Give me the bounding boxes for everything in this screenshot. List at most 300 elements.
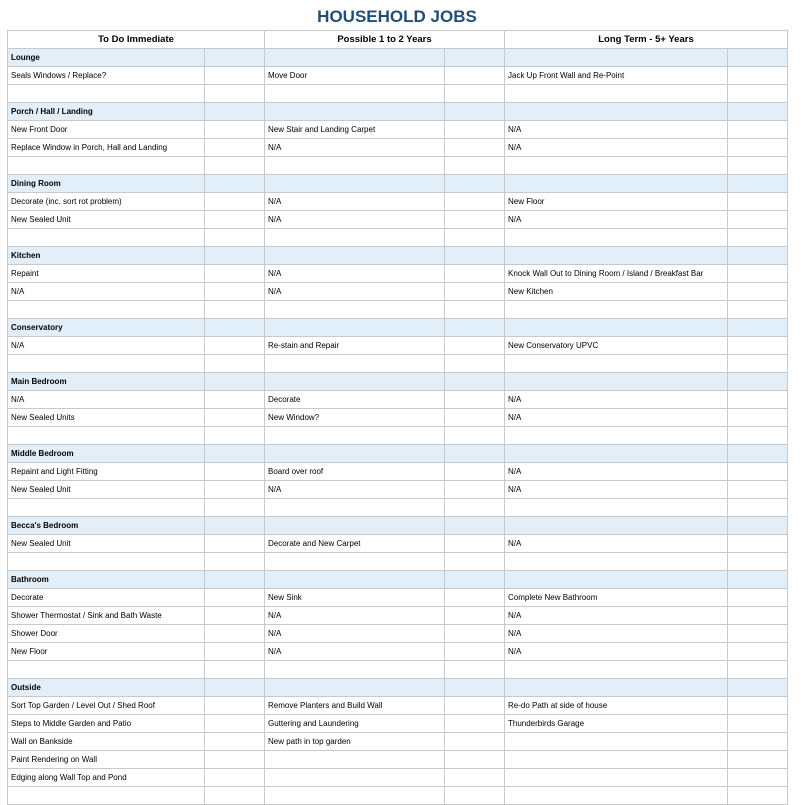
- cell[interactable]: [205, 175, 265, 193]
- cell[interactable]: [728, 661, 788, 679]
- cell[interactable]: [445, 499, 505, 517]
- cell-long-term[interactable]: New Conservatory UPVC: [505, 337, 728, 355]
- cell-long-term[interactable]: [505, 733, 728, 751]
- section-row: [8, 679, 788, 697]
- cell[interactable]: [728, 625, 788, 643]
- table-row: [8, 769, 788, 787]
- cell[interactable]: [505, 787, 728, 805]
- cell[interactable]: [505, 355, 728, 373]
- cell[interactable]: [728, 427, 788, 445]
- cell-1-to-2-years[interactable]: N/A: [265, 481, 445, 499]
- blank-row: [8, 553, 788, 571]
- cell[interactable]: [505, 553, 728, 571]
- cell-todo-immediate[interactable]: New Sealed Unit: [8, 211, 205, 229]
- cell[interactable]: [505, 373, 728, 391]
- cell[interactable]: [505, 427, 728, 445]
- blank-row: [8, 157, 788, 175]
- cell[interactable]: [445, 463, 505, 481]
- cell[interactable]: [445, 589, 505, 607]
- cell[interactable]: [445, 139, 505, 157]
- cell[interactable]: [8, 427, 205, 445]
- cell-todo-immediate[interactable]: Decorate (inc. sort rot problem): [8, 193, 205, 211]
- cell[interactable]: [205, 283, 265, 301]
- section-row: [8, 175, 788, 193]
- cell[interactable]: [8, 355, 205, 373]
- cell[interactable]: [728, 229, 788, 247]
- cell[interactable]: [205, 85, 265, 103]
- cell-long-term[interactable]: Jack Up Front Wall and Re-Point: [505, 67, 728, 85]
- cell[interactable]: [205, 733, 265, 751]
- cell[interactable]: [265, 571, 445, 589]
- cell-todo-immediate[interactable]: Repaint: [8, 265, 205, 283]
- cell[interactable]: [445, 283, 505, 301]
- cell[interactable]: [445, 715, 505, 733]
- cell[interactable]: [265, 517, 445, 535]
- cell[interactable]: [728, 553, 788, 571]
- cell[interactable]: [445, 517, 505, 535]
- cell[interactable]: [445, 391, 505, 409]
- cell-long-term[interactable]: Thunderbirds Garage: [505, 715, 728, 733]
- table-row: [8, 265, 788, 283]
- table-row: [8, 193, 788, 211]
- cell[interactable]: [445, 67, 505, 85]
- cell[interactable]: [265, 175, 445, 193]
- cell[interactable]: [445, 211, 505, 229]
- cell[interactable]: [445, 319, 505, 337]
- cell[interactable]: [205, 463, 265, 481]
- cell[interactable]: [505, 85, 728, 103]
- cell[interactable]: [445, 373, 505, 391]
- cell[interactable]: [728, 589, 788, 607]
- cell[interactable]: [205, 103, 265, 121]
- cell-long-term[interactable]: N/A: [505, 643, 728, 661]
- cell-long-term[interactable]: N/A: [505, 463, 728, 481]
- section-row: [8, 445, 788, 463]
- cell[interactable]: [205, 589, 265, 607]
- cell[interactable]: [445, 679, 505, 697]
- cell[interactable]: [265, 787, 445, 805]
- cell-long-term[interactable]: N/A: [505, 535, 728, 553]
- blank-row: [8, 229, 788, 247]
- cell[interactable]: [445, 571, 505, 589]
- header-row: [8, 31, 788, 49]
- cell[interactable]: [728, 211, 788, 229]
- cell[interactable]: [205, 247, 265, 265]
- blank-row: [8, 787, 788, 805]
- cell[interactable]: [205, 427, 265, 445]
- cell[interactable]: [728, 733, 788, 751]
- cell[interactable]: [445, 337, 505, 355]
- cell[interactable]: [265, 499, 445, 517]
- cell[interactable]: [728, 643, 788, 661]
- cell[interactable]: [445, 355, 505, 373]
- cell[interactable]: [205, 391, 265, 409]
- cell-todo-immediate[interactable]: New Floor: [8, 643, 205, 661]
- cell-long-term[interactable]: [505, 769, 728, 787]
- cell[interactable]: [728, 463, 788, 481]
- cell[interactable]: [265, 427, 445, 445]
- cell-long-term[interactable]: New Floor: [505, 193, 728, 211]
- cell[interactable]: [505, 175, 728, 193]
- section-label[interactable]: Kitchen: [8, 247, 205, 265]
- cell[interactable]: [728, 319, 788, 337]
- cell[interactable]: [445, 409, 505, 427]
- header-todo-immediate: To Do Immediate: [8, 31, 265, 49]
- cell[interactable]: [205, 553, 265, 571]
- header-long-term: Long Term - 5+ Years: [505, 31, 788, 49]
- section-row: [8, 517, 788, 535]
- section-label[interactable]: Outside: [8, 679, 205, 697]
- cell[interactable]: [728, 571, 788, 589]
- cell-todo-immediate[interactable]: Edging along Wall Top and Pond: [8, 769, 205, 787]
- cell[interactable]: [445, 193, 505, 211]
- cell[interactable]: [265, 373, 445, 391]
- page-title: HOUSEHOLD JOBS: [317, 7, 477, 26]
- cell[interactable]: [728, 121, 788, 139]
- cell-1-to-2-years[interactable]: N/A: [265, 139, 445, 157]
- table-row: [8, 391, 788, 409]
- cell-todo-immediate[interactable]: Steps to Middle Garden and Patio: [8, 715, 205, 733]
- cell[interactable]: [265, 85, 445, 103]
- cell[interactable]: [265, 319, 445, 337]
- cell[interactable]: [205, 679, 265, 697]
- cell-1-to-2-years[interactable]: Remove Planters and Build Wall: [265, 697, 445, 715]
- cell-1-to-2-years[interactable]: N/A: [265, 643, 445, 661]
- blank-row: [8, 661, 788, 679]
- cell[interactable]: [445, 553, 505, 571]
- cell[interactable]: [505, 571, 728, 589]
- cell[interactable]: [205, 409, 265, 427]
- cell[interactable]: [505, 157, 728, 175]
- cell-1-to-2-years[interactable]: New Stair and Landing Carpet: [265, 121, 445, 139]
- cell[interactable]: [445, 157, 505, 175]
- cell-long-term[interactable]: New Kitchen: [505, 283, 728, 301]
- cell[interactable]: [728, 445, 788, 463]
- cell[interactable]: [728, 715, 788, 733]
- cell[interactable]: [728, 67, 788, 85]
- section-label[interactable]: Lounge: [8, 49, 205, 67]
- cell[interactable]: [265, 229, 445, 247]
- cell-todo-immediate[interactable]: New Sealed Unit: [8, 481, 205, 499]
- cell[interactable]: [728, 679, 788, 697]
- table-row: [8, 337, 788, 355]
- cell[interactable]: [205, 769, 265, 787]
- cell[interactable]: [728, 337, 788, 355]
- cell[interactable]: [728, 247, 788, 265]
- cell-todo-immediate[interactable]: Decorate: [8, 589, 205, 607]
- cell-1-to-2-years[interactable]: New Sink: [265, 589, 445, 607]
- cell[interactable]: [445, 229, 505, 247]
- cell-1-to-2-years[interactable]: Guttering and Laundering: [265, 715, 445, 733]
- cell-todo-immediate[interactable]: Seals Windows / Replace?: [8, 67, 205, 85]
- cell-long-term[interactable]: [505, 751, 728, 769]
- section-label[interactable]: Middle Bedroom: [8, 445, 205, 463]
- cell[interactable]: [265, 553, 445, 571]
- cell[interactable]: [728, 769, 788, 787]
- cell[interactable]: [445, 607, 505, 625]
- cell[interactable]: [505, 679, 728, 697]
- cell[interactable]: [205, 373, 265, 391]
- cell[interactable]: [728, 301, 788, 319]
- cell[interactable]: [205, 535, 265, 553]
- cell[interactable]: [505, 247, 728, 265]
- cell[interactable]: [205, 121, 265, 139]
- cell[interactable]: [8, 301, 205, 319]
- table-row: [8, 589, 788, 607]
- section-label[interactable]: Dining Room: [8, 175, 205, 193]
- cell[interactable]: [728, 787, 788, 805]
- cell[interactable]: [205, 337, 265, 355]
- cell[interactable]: [505, 661, 728, 679]
- cell[interactable]: [445, 661, 505, 679]
- header-1-to-2-years: Possible 1 to 2 Years: [265, 31, 505, 49]
- cell-long-term[interactable]: N/A: [505, 481, 728, 499]
- cell[interactable]: [728, 157, 788, 175]
- cell-todo-immediate[interactable]: N/A: [8, 283, 205, 301]
- cell[interactable]: [205, 607, 265, 625]
- cell[interactable]: [728, 535, 788, 553]
- cell-1-to-2-years[interactable]: N/A: [265, 211, 445, 229]
- cell-long-term[interactable]: N/A: [505, 139, 728, 157]
- cell[interactable]: [445, 301, 505, 319]
- cell[interactable]: [205, 787, 265, 805]
- cell[interactable]: [445, 247, 505, 265]
- cell-long-term[interactable]: N/A: [505, 607, 728, 625]
- blank-row: [8, 427, 788, 445]
- cell-todo-immediate[interactable]: Repaint and Light Fitting: [8, 463, 205, 481]
- table-row: [8, 283, 788, 301]
- cell[interactable]: [8, 229, 205, 247]
- cell[interactable]: [505, 301, 728, 319]
- table-row: [8, 607, 788, 625]
- cell-1-to-2-years[interactable]: Re-stain and Repair: [265, 337, 445, 355]
- cell[interactable]: [205, 571, 265, 589]
- cell[interactable]: [728, 409, 788, 427]
- cell[interactable]: [445, 733, 505, 751]
- cell[interactable]: [445, 175, 505, 193]
- cell[interactable]: [445, 85, 505, 103]
- cell-todo-immediate[interactable]: New Front Door: [8, 121, 205, 139]
- jobs-table: [7, 30, 788, 805]
- cell[interactable]: [445, 787, 505, 805]
- cell-1-to-2-years[interactable]: Board over roof: [265, 463, 445, 481]
- cell[interactable]: [265, 247, 445, 265]
- cell-long-term[interactable]: Re-do Path at side of house: [505, 697, 728, 715]
- cell[interactable]: [505, 445, 728, 463]
- cell[interactable]: [445, 445, 505, 463]
- cell-long-term[interactable]: N/A: [505, 121, 728, 139]
- cell[interactable]: [205, 661, 265, 679]
- cell-long-term[interactable]: N/A: [505, 211, 728, 229]
- cell[interactable]: [8, 157, 205, 175]
- table-row: [8, 211, 788, 229]
- cell[interactable]: [205, 715, 265, 733]
- cell-todo-immediate[interactable]: Shower Thermostat / Sink and Bath Waste: [8, 607, 205, 625]
- table-row: [8, 481, 788, 499]
- cell[interactable]: [205, 697, 265, 715]
- cell[interactable]: [728, 391, 788, 409]
- cell[interactable]: [205, 157, 265, 175]
- cell-1-to-2-years[interactable]: N/A: [265, 607, 445, 625]
- cell[interactable]: [728, 517, 788, 535]
- cell[interactable]: [505, 49, 728, 67]
- table-row: [8, 121, 788, 139]
- cell[interactable]: [505, 229, 728, 247]
- cell[interactable]: [205, 481, 265, 499]
- cell-1-to-2-years[interactable]: Decorate: [265, 391, 445, 409]
- cell-1-to-2-years[interactable]: Move Door: [265, 67, 445, 85]
- cell-1-to-2-years[interactable]: [265, 769, 445, 787]
- cell[interactable]: [728, 751, 788, 769]
- cell[interactable]: [728, 481, 788, 499]
- table-row: [8, 67, 788, 85]
- cell-1-to-2-years[interactable]: N/A: [265, 625, 445, 643]
- section-row: [8, 49, 788, 67]
- cell[interactable]: [265, 301, 445, 319]
- table-row: [8, 625, 788, 643]
- cell[interactable]: [728, 103, 788, 121]
- cell-todo-immediate[interactable]: Replace Window in Porch, Hall and Landing: [8, 139, 205, 157]
- blank-row: [8, 85, 788, 103]
- cell[interactable]: [445, 427, 505, 445]
- section-label[interactable]: Bathroom: [8, 571, 205, 589]
- cell[interactable]: [8, 85, 205, 103]
- table-row: [8, 535, 788, 553]
- cell-todo-immediate[interactable]: Wall on Bankside: [8, 733, 205, 751]
- cell[interactable]: [445, 49, 505, 67]
- cell-todo-immediate[interactable]: Paint Rendering on Wall: [8, 751, 205, 769]
- cell[interactable]: [728, 607, 788, 625]
- cell[interactable]: [445, 103, 505, 121]
- cell[interactable]: [205, 625, 265, 643]
- blank-row: [8, 355, 788, 373]
- cell-todo-immediate[interactable]: New Sealed Unit: [8, 535, 205, 553]
- table-row: [8, 697, 788, 715]
- blank-row: [8, 301, 788, 319]
- cell[interactable]: [265, 49, 445, 67]
- cell[interactable]: [505, 517, 728, 535]
- section-label[interactable]: Becca's Bedroom: [8, 517, 205, 535]
- cell[interactable]: [8, 553, 205, 571]
- table-row: [8, 715, 788, 733]
- section-row: [8, 247, 788, 265]
- cell[interactable]: [445, 643, 505, 661]
- cell-1-to-2-years[interactable]: New Window?: [265, 409, 445, 427]
- cell[interactable]: [265, 445, 445, 463]
- cell[interactable]: [445, 769, 505, 787]
- cell[interactable]: [265, 157, 445, 175]
- cell[interactable]: [205, 211, 265, 229]
- cell[interactable]: [445, 697, 505, 715]
- cell[interactable]: [728, 175, 788, 193]
- cell-todo-immediate[interactable]: Shower Door: [8, 625, 205, 643]
- table-row: [8, 733, 788, 751]
- cell-todo-immediate[interactable]: Sort Top Garden / Level Out / Shed Roof: [8, 697, 205, 715]
- cell-1-to-2-years[interactable]: N/A: [265, 265, 445, 283]
- cell-1-to-2-years[interactable]: N/A: [265, 193, 445, 211]
- cell-long-term[interactable]: N/A: [505, 409, 728, 427]
- cell-1-to-2-years[interactable]: [265, 751, 445, 769]
- cell-todo-immediate[interactable]: N/A: [8, 337, 205, 355]
- cell[interactable]: [505, 319, 728, 337]
- cell-todo-immediate[interactable]: New Sealed Units: [8, 409, 205, 427]
- table-row: [8, 643, 788, 661]
- cell[interactable]: [265, 355, 445, 373]
- section-row: [8, 103, 788, 121]
- table-row: [8, 463, 788, 481]
- cell[interactable]: [445, 265, 505, 283]
- cell[interactable]: [205, 265, 265, 283]
- cell[interactable]: [205, 751, 265, 769]
- cell[interactable]: [205, 355, 265, 373]
- cell[interactable]: [728, 283, 788, 301]
- cell[interactable]: [445, 121, 505, 139]
- cell-1-to-2-years[interactable]: N/A: [265, 283, 445, 301]
- section-row: [8, 319, 788, 337]
- section-label[interactable]: Conservatory: [8, 319, 205, 337]
- cell[interactable]: [728, 139, 788, 157]
- cell[interactable]: [445, 751, 505, 769]
- cell[interactable]: [728, 193, 788, 211]
- cell[interactable]: [445, 535, 505, 553]
- cell[interactable]: [728, 49, 788, 67]
- cell-1-to-2-years[interactable]: Decorate and New Carpet: [265, 535, 445, 553]
- cell[interactable]: [205, 499, 265, 517]
- cell[interactable]: [265, 661, 445, 679]
- cell[interactable]: [445, 481, 505, 499]
- cell[interactable]: [728, 697, 788, 715]
- cell[interactable]: [505, 499, 728, 517]
- cell[interactable]: [205, 319, 265, 337]
- cell[interactable]: [445, 625, 505, 643]
- cell[interactable]: [265, 679, 445, 697]
- cell[interactable]: [205, 193, 265, 211]
- cell[interactable]: [205, 445, 265, 463]
- cell[interactable]: [728, 355, 788, 373]
- cell[interactable]: [205, 301, 265, 319]
- cell[interactable]: [205, 229, 265, 247]
- cell[interactable]: [205, 49, 265, 67]
- cell[interactable]: [728, 265, 788, 283]
- cell-long-term[interactable]: N/A: [505, 625, 728, 643]
- section-row: [8, 373, 788, 391]
- blank-row: [8, 499, 788, 517]
- cell[interactable]: [8, 661, 205, 679]
- cell[interactable]: [505, 103, 728, 121]
- cell[interactable]: [205, 517, 265, 535]
- cell-long-term[interactable]: N/A: [505, 391, 728, 409]
- cell[interactable]: [728, 373, 788, 391]
- cell[interactable]: [205, 139, 265, 157]
- section-row: [8, 571, 788, 589]
- cell-todo-immediate[interactable]: N/A: [8, 391, 205, 409]
- section-label[interactable]: Porch / Hall / Landing: [8, 103, 205, 121]
- cell[interactable]: [728, 499, 788, 517]
- cell-1-to-2-years[interactable]: New path in top garden: [265, 733, 445, 751]
- cell-long-term[interactable]: Knock Wall Out to Dining Room / Island / Breakfast Bar: [505, 265, 728, 283]
- table-row: [8, 409, 788, 427]
- cell[interactable]: [265, 103, 445, 121]
- cell[interactable]: [8, 499, 205, 517]
- cell[interactable]: [728, 85, 788, 103]
- table-row: [8, 751, 788, 769]
- cell[interactable]: [205, 67, 265, 85]
- cell[interactable]: [8, 787, 205, 805]
- section-label[interactable]: Main Bedroom: [8, 373, 205, 391]
- cell[interactable]: [205, 643, 265, 661]
- table-row: [8, 139, 788, 157]
- cell-long-term[interactable]: Complete New Bathroom: [505, 589, 728, 607]
